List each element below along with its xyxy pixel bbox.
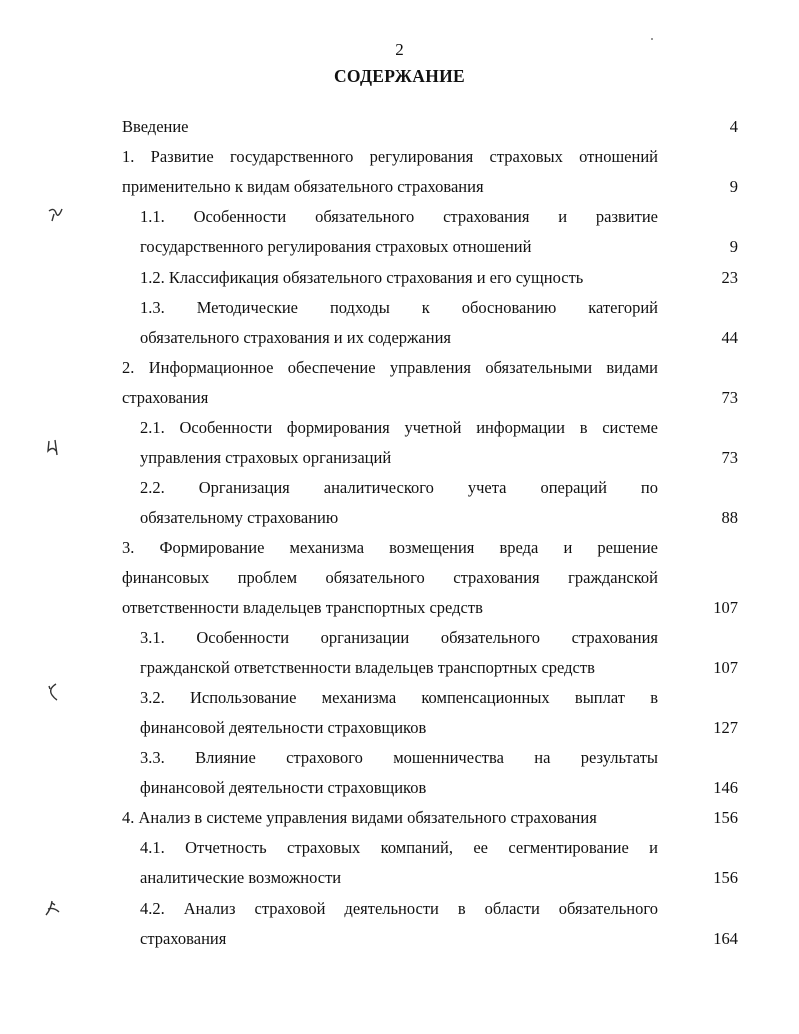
toc-entry-ch3-cont2 — [122, 596, 658, 620]
margin-handwritten-mark-icon — [44, 437, 64, 459]
toc-page-number: 88 — [721, 508, 738, 527]
toc-page-number: 127 — [713, 718, 738, 737]
toc-entry-ch1-cont — [122, 175, 658, 199]
toc-entry-3-1-cont — [140, 656, 658, 680]
toc-entry-1-3[interactable] — [140, 296, 658, 320]
toc-entry-2-2[interactable] — [140, 476, 658, 500]
toc-entry-title-line: 1. Развитие государственного регулирования страховых отношений — [122, 147, 658, 166]
toc-entry-title-line: 4. Анализ в системе управления видами обязательного страхования — [122, 808, 597, 827]
toc-entry-1-1-cont — [140, 235, 658, 259]
toc-entry-4-2[interactable] — [140, 897, 658, 921]
toc-entry-title-line: 2.2. Организация аналитического учета операций по — [140, 478, 658, 497]
toc-entry-title-line: 4.2. Анализ страховой деятельности в области обязательного — [140, 899, 658, 918]
toc-entry-title-line: финансовых проблем обязательного страхования гражданской — [122, 568, 658, 587]
toc-entry-title-line: 4.1. Отчетность страховых компаний, ее сегментирование и — [140, 838, 658, 857]
toc-entry-title-line: финансовой деятельности страховщиков — [140, 778, 427, 797]
toc-entry-title-line: аналитические возможности — [140, 868, 342, 887]
toc-entry-ch2-cont — [122, 386, 658, 410]
toc-entry-title-line: гражданской ответственности владельцев транспортных средств — [140, 658, 595, 677]
toc-entry-3-2-cont — [140, 716, 658, 740]
toc-entry-3-2[interactable] — [140, 686, 658, 710]
toc-page-number: 23 — [721, 268, 738, 287]
page-number: 2 — [395, 40, 404, 59]
toc-entry-2-2-cont — [140, 506, 658, 530]
toc-entry-title-line: страхования — [122, 388, 209, 407]
toc-entry-3-3-cont — [140, 776, 658, 800]
toc-entry-title-line: 3.1. Особенности организации обязательного страхования — [140, 628, 658, 647]
toc-entry-4-2-cont — [140, 927, 658, 951]
toc-entry-ch2[interactable] — [122, 356, 658, 380]
toc-page-number: 164 — [713, 929, 738, 948]
toc-entry-title-line: 2.1. Особенности формирования учетной информации в системе — [140, 418, 658, 437]
toc-entry-title-line: обязательному страхованию — [140, 508, 339, 527]
toc-page-number: 107 — [713, 658, 738, 677]
toc-entry-4-1-cont — [140, 866, 658, 890]
toc-entry-3-3[interactable] — [140, 746, 658, 770]
toc-entry-title-line: финансовой деятельности страховщиков — [140, 718, 427, 737]
toc-entry-4-1[interactable] — [140, 836, 658, 860]
toc-entry-title-line: 1.1. Особенности обязательного страхования и развитие — [140, 207, 658, 226]
toc-entry-1-3-cont — [140, 326, 658, 350]
toc-entry-title-line: применительно к видам обязательного страхования — [122, 177, 484, 196]
toc-entry-title-line: 2. Информационное обеспечение управления обязательными видами — [122, 358, 658, 377]
toc-entry-title-line: 3.3. Влияние страхового мошенничества на результаты — [140, 748, 658, 767]
toc-title: СОДЕРЖАНИЕ — [333, 66, 465, 86]
toc-page-number: 156 — [713, 808, 738, 827]
toc-entry-title: Введение — [122, 117, 189, 136]
toc-page-number: 156 — [713, 868, 738, 887]
toc-page-number: 4 — [729, 117, 738, 136]
toc-entry-title-line: обязательного страхования и их содержания — [140, 328, 451, 347]
toc-page-number: 9 — [729, 237, 738, 256]
margin-handwritten-mark-icon — [46, 205, 66, 225]
toc-entry-title-line: 1.2. Классификация обязательного страхования и его сущность — [140, 268, 584, 287]
toc-entry-title-line: управления страховых организаций — [140, 448, 392, 467]
toc-entry-title-line: 3. Формирование механизма возмещения вреда и решение — [122, 538, 658, 557]
toc-entry-title-line: 3.2. Использование механизма компенсационных выплат в — [140, 688, 658, 707]
toc-entry-ch3-cont — [122, 566, 658, 590]
toc-entry-2-1-cont — [140, 446, 658, 470]
toc-page-number: 73 — [721, 448, 738, 467]
toc-entry-1-1[interactable] — [140, 205, 658, 229]
toc-page-number: 146 — [713, 778, 738, 797]
toc-page-number: 9 — [729, 177, 738, 196]
toc-entry-title-line: ответственности владельцев транспортных средств — [122, 598, 483, 617]
toc-page-number: 107 — [713, 598, 738, 617]
toc-page-number: 73 — [721, 388, 738, 407]
toc-entry-title-line: страхования — [140, 929, 227, 948]
margin-handwritten-mark-icon — [42, 897, 64, 919]
toc-entry-ch1[interactable] — [122, 145, 658, 169]
toc-entry-title-line: государственного регулирования страховых отношений — [140, 237, 532, 256]
toc-entry-3-1[interactable] — [140, 626, 658, 650]
toc-entry-ch3[interactable] — [122, 536, 658, 560]
toc-entry-title-line: 1.3. Методические подходы к обоснованию категорий — [140, 298, 658, 317]
margin-handwritten-mark-icon — [44, 681, 64, 703]
toc-entry-2-1[interactable] — [140, 416, 658, 440]
toc-page-number: 44 — [721, 328, 738, 347]
